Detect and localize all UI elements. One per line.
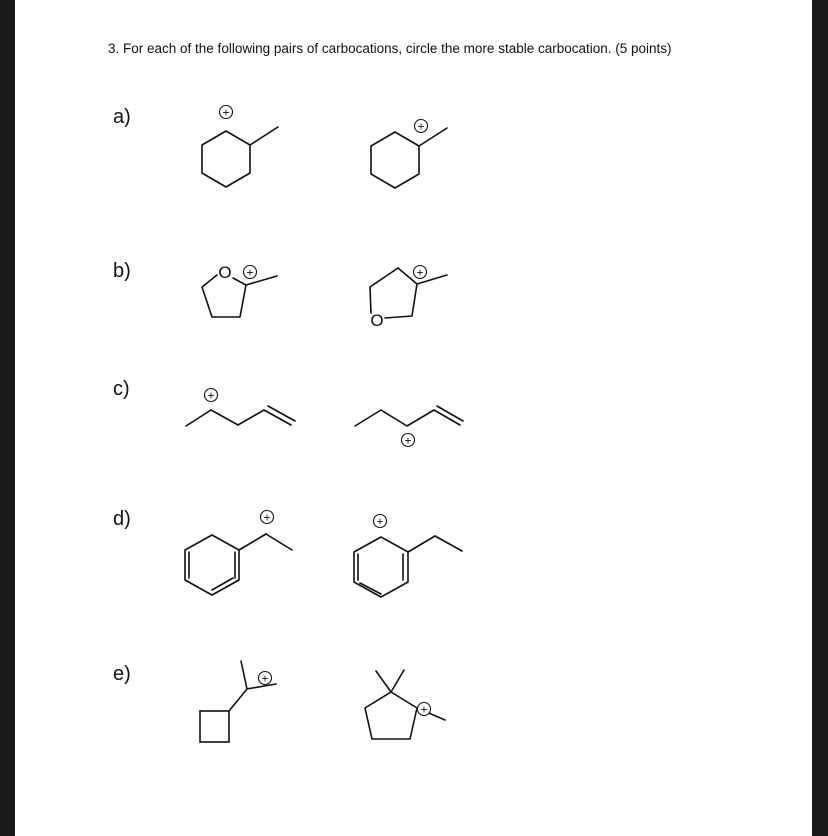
charge-icon	[402, 434, 415, 448]
structure-d-left	[185, 511, 292, 596]
svg-text:+: +	[417, 119, 425, 134]
worksheet-page	[15, 0, 812, 836]
part-c-label: c)	[113, 378, 130, 400]
structure-a-right	[371, 120, 447, 189]
svg-text:+: +	[246, 265, 254, 280]
charge-icon	[418, 703, 431, 717]
svg-text:+: +	[376, 514, 384, 529]
svg-text:+: +	[263, 510, 271, 525]
svg-text:+: +	[261, 671, 269, 686]
charge-icon	[259, 672, 272, 686]
question-text: 3. For each of the following pairs of carbocations, circle the more stable carbocation. (5 points)	[108, 41, 672, 56]
svg-text:+: +	[222, 105, 230, 120]
svg-text:+: +	[207, 388, 215, 403]
svg-text:+: +	[404, 433, 412, 448]
structure-c-right	[355, 406, 463, 448]
svg-text:+: +	[416, 265, 424, 280]
svg-text:+: +	[420, 702, 428, 717]
structure-e-left	[200, 661, 276, 742]
part-e-label: e)	[113, 663, 131, 685]
structure-b-left	[202, 263, 277, 317]
charge-icon	[374, 515, 387, 529]
charge-icon	[244, 266, 257, 280]
structure-a-left	[202, 106, 278, 188]
part-b-label: b)	[113, 260, 131, 282]
structure-c-left	[186, 389, 295, 427]
charge-icon	[415, 120, 428, 134]
part-a-label: a)	[113, 106, 131, 128]
oxygen-atom: O	[218, 263, 232, 282]
charge-icon	[261, 511, 274, 525]
charge-icon	[205, 389, 218, 403]
charge-icon	[220, 106, 233, 120]
structures-drawing	[15, 0, 812, 836]
charge-icon	[414, 266, 427, 280]
part-d-label: d)	[113, 508, 131, 530]
oxygen-atom: O	[370, 311, 384, 330]
structure-b-right	[370, 266, 447, 331]
structure-e-right	[365, 670, 445, 739]
structure-d-right	[354, 515, 462, 598]
